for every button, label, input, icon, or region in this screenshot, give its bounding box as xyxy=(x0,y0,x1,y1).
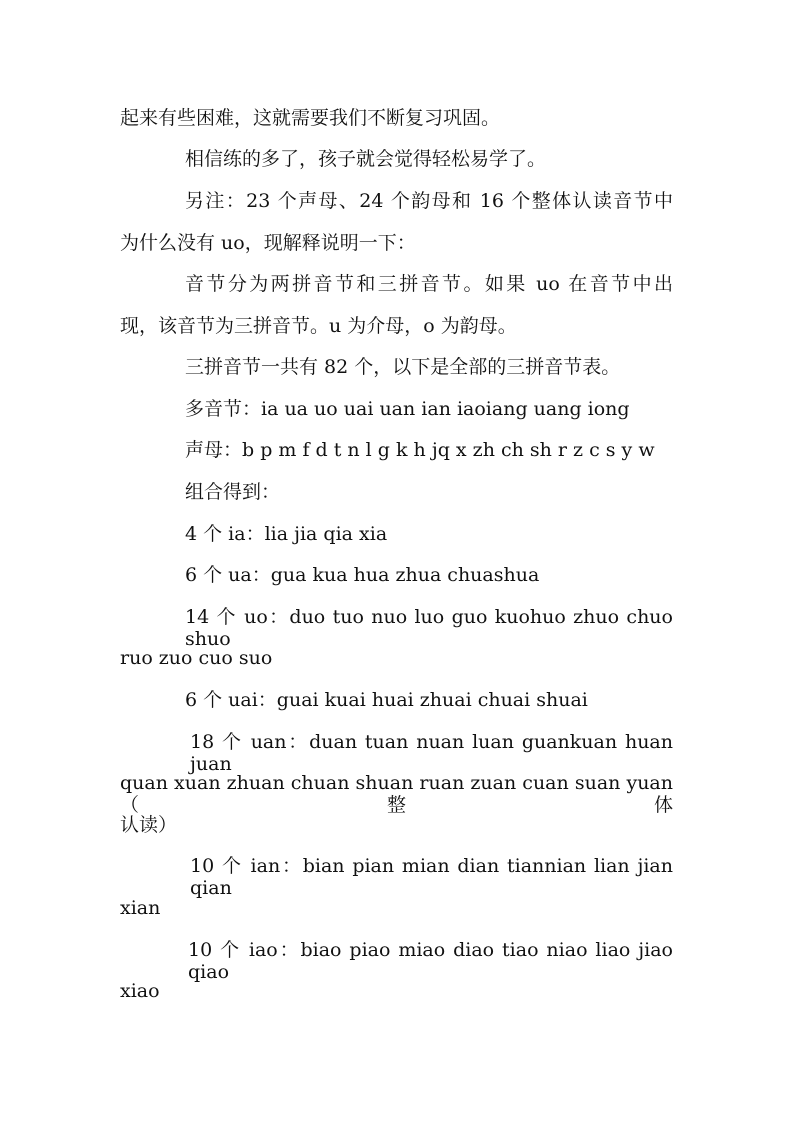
text-line: 起来有些困难，这就需要我们不断复习巩固。 xyxy=(120,107,501,129)
text-line: 18 个 uan：duan tuan nuan luan guankuan huan juan xyxy=(190,731,673,775)
text-line: 4 个 ia：lia jia qia xia xyxy=(185,523,388,545)
text-line: xiao xyxy=(120,980,160,1002)
text-line: 多音节：ia ua uo uai uan ian iaoiang uang iong xyxy=(185,398,630,420)
text-line: quan xuan zhuan chuan shuan ruan zuan cuan suan yuan（整体 xyxy=(120,772,673,816)
text-line: 10 个 iao：biao piao miao diao tiao niao liao jiao qiao xyxy=(188,939,673,983)
text-line: 另注：23 个声母、24 个韵母和 16 个整体认读音节中 xyxy=(185,190,673,212)
text-line: ruo zuo cuo suo xyxy=(120,647,273,669)
text-line: xian xyxy=(120,897,161,919)
text-line: 声母：b p m f d t n l g k h jq x zh ch sh r z c s y w xyxy=(185,439,655,461)
text-line: 音节分为两拼音节和三拼音节。如果 uo 在音节中出 xyxy=(185,273,673,295)
text-line: 相信练的多了，孩子就会觉得轻松易学了。 xyxy=(185,148,547,170)
text-line: 现，该音节为三拼音节。u 为介母，o 为韵母。 xyxy=(120,315,517,337)
text-line: 10 个 ian：bian pian mian dian tiannian lian jian qian xyxy=(190,855,673,899)
text-line: 组合得到： xyxy=(185,481,281,503)
text-line: 6 个 uai：guai kuai huai zhuai chuai shuai xyxy=(185,689,588,711)
text-line: 认读） xyxy=(120,814,178,836)
text-line: 为什么没有 uo，现解释说明一下： xyxy=(120,232,416,254)
text-line: 三拼音节一共有 82 个，以下是全部的三拼音节表。 xyxy=(185,356,621,378)
text-line: 14 个 uo：duo tuo nuo luo guo kuohuo zhuo chuo shuo xyxy=(185,606,673,650)
text-line: 6 个 ua：gua kua hua zhua chuashua xyxy=(185,564,540,586)
